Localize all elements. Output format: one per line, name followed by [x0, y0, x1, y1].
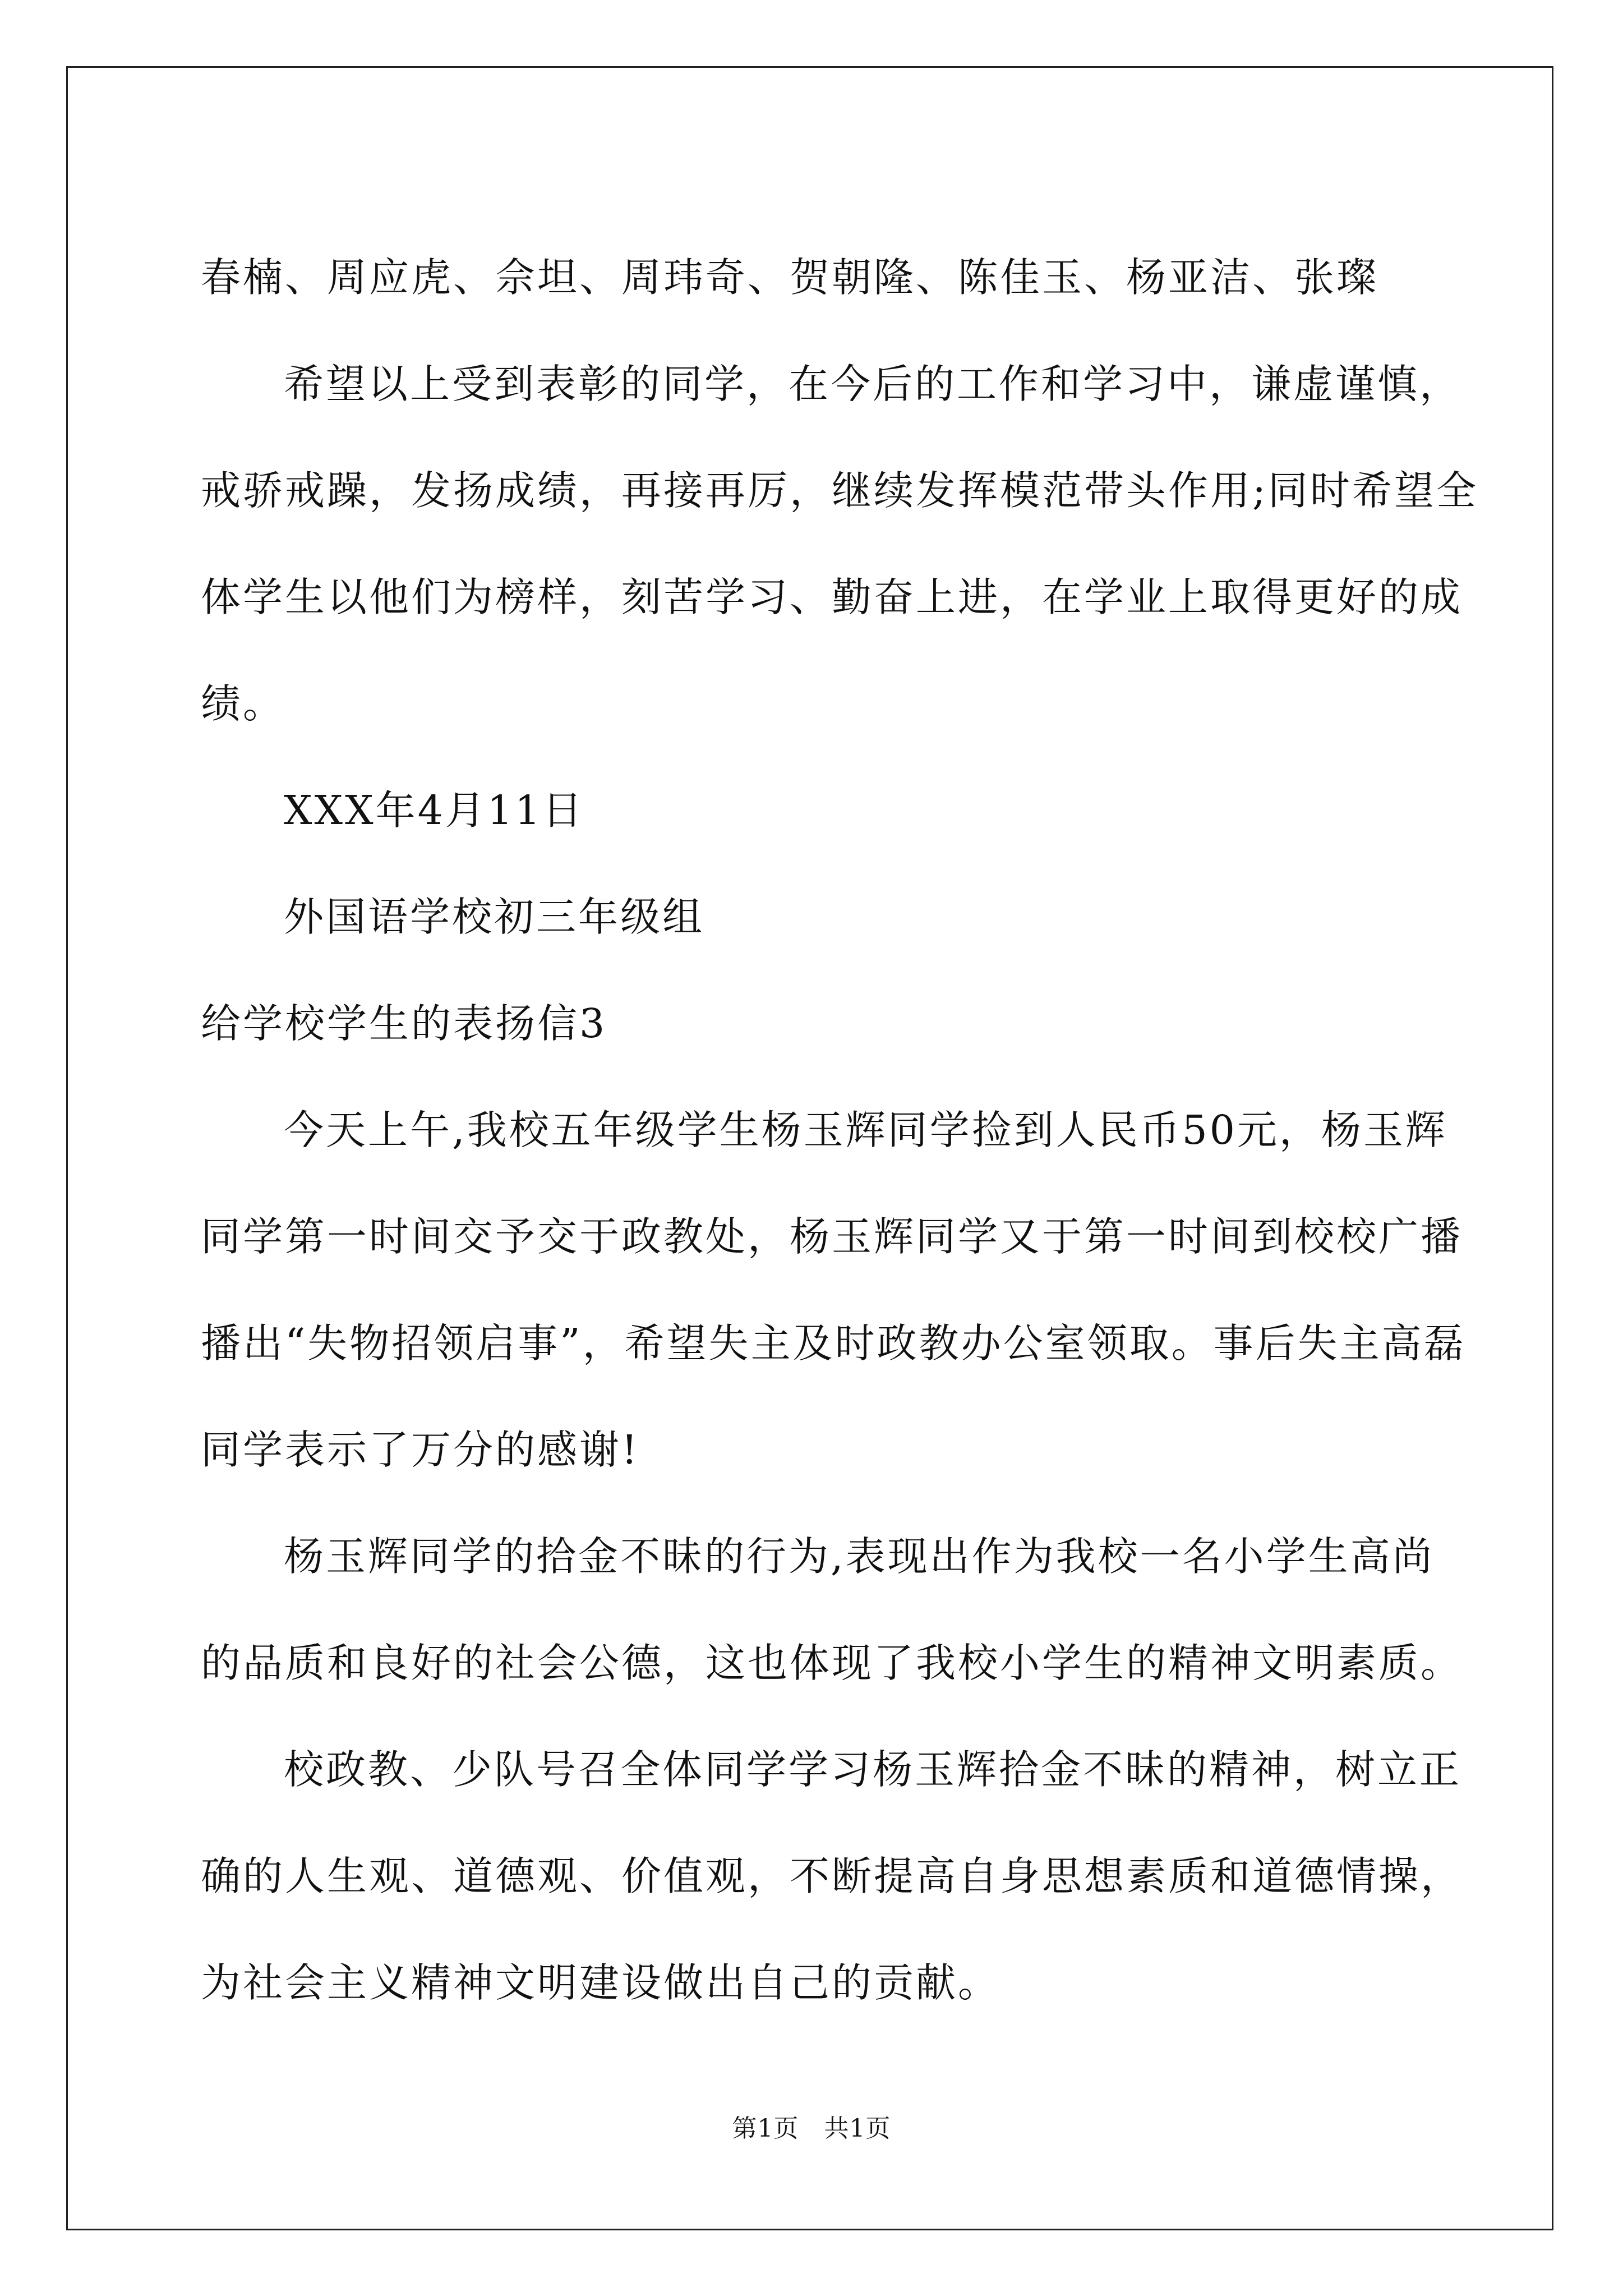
signature-line: 外国语学校初三年级组: [284, 894, 705, 940]
text-line-4: 体学生以他们为榜样，刻苦学习、勤奋上进，在学业上取得更好的成: [201, 574, 1463, 620]
text-line-10: 同学第一时间交予交于政教处，杨玉辉同学又于第一时间到校校广播: [201, 1213, 1463, 1260]
text-line-15: 校政教、少队号召全体同学学习杨玉辉拾金不昧的精神，树立正: [284, 1746, 1462, 1793]
text-line-14: 的品质和良好的社会公德，这也体现了我校小学生的精神文明素质。: [201, 1640, 1463, 1686]
text-line-3: 戒骄戒躁，发扬成绩，再接再厉，继续发挥模范带头作用;同时希望全: [201, 467, 1478, 514]
document-body: [201, 224, 1478, 2036]
date-line: XXX年4月11日: [284, 787, 585, 834]
text-line-13: 杨玉辉同学的拾金不昧的行为,表现出作为我校一名小学生高尚: [284, 1533, 1435, 1580]
text-line-11: 播出“失物招领启事”，希望失主及时政教办公室领取。事后失主高磊: [201, 1320, 1466, 1366]
text-line-16: 确的人生观、道德观、价值观，不断提高自身思想素质和道德情操，: [201, 1853, 1463, 1899]
text-line-5: 绩。: [201, 680, 285, 727]
text-line-12: 同学表示了万分的感谢!: [201, 1427, 640, 1473]
section-title: 给学校学生的表扬信3: [201, 1000, 607, 1047]
text-line-9: 今天上午,我校五年级学生杨玉辉同学捡到人民币50元，杨玉辉: [284, 1107, 1447, 1153]
page-footer: 第1页 共1页: [732, 2114, 891, 2143]
text-line-2: 希望以上受到表彰的同学，在今后的工作和学习中，谦虚谨慎，: [284, 361, 1462, 407]
text-line-17: 为社会主义精神文明建设做出自己的贡献。: [201, 1959, 1000, 2006]
text-line-1: 春楠、周应虎、佘坦、周玮奇、贺朝隆、陈佳玉、杨亚洁、张璨: [201, 254, 1379, 301]
